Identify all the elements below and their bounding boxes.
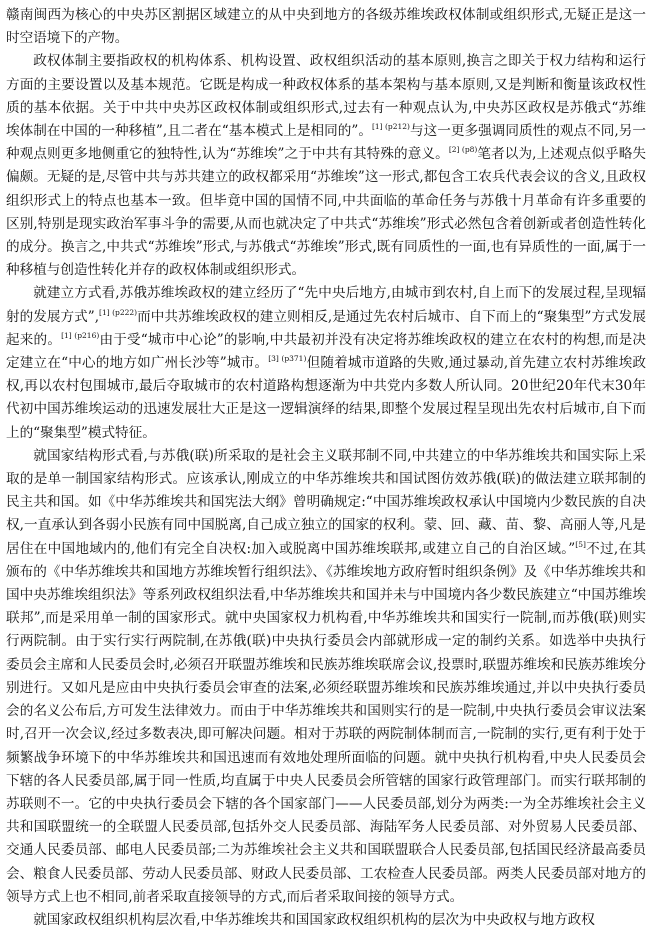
paragraph-text: 与这一更多强调同质性的观点不同,另一种观点则更多地侧重它的独特性,认为“苏维埃”之于中共有其特殊的意义。 [6, 123, 646, 163]
body-paragraph [6, 50, 646, 282]
paragraph-text: 政权体制主要指政权的机构体系、机构设置、政权组织活动的基本原则,换言之即关于权力结构和运行方面的主要设置以及基本规范。它既是构成一种政权体系的基本架构与基本原则,又是判断和衡量该政权性质的基本依据。关于中共中央苏区政权体制或组织形式,过去有一种观点认为,中央苏区政权是苏俄式“苏维埃体制在中国的一种移植”,且二者在“基本模式上是相同的”。 [6, 53, 646, 140]
paragraph-text: 就国家结构形式看,与苏俄(联)所采取的是社会主义联邦制不同,中共建立的中华苏维埃共和国实际上采取的是单一制国家结构形式。应该承认,刚成立的中华苏维埃共和国试图仿效苏俄(联)的做法建立联邦制的民主共和国。如《中华苏维埃共和国宪法大纲》曾明确规定:“中国苏维埃政权承认中国境内少数民族的自决权,一直承认到各弱小民族有同中国脱离,自己成立独立的国家的权利。蒙、回、藏、苗、黎、高丽人等,凡是居住在中国地域内的,他们有完全自决权:加入或脱离中国苏维埃联邦,或建立自己的自治区域。” [6, 447, 646, 557]
citation-reference: [1] (p216) [61, 330, 100, 340]
paragraph-text: 不过,在其颁布的《中华苏维埃共和国地方苏维埃暂行组织法》、《苏维埃地方政府暂时组织条例》及《中华苏维埃共和国中央苏维埃组织法》等系列政权组织法看,中华苏维埃共和国并未与中国境内各少数民族建立“中国苏维埃联邦”,而是采用单一制的国家形式。就中央国家权力机构看,中华苏维埃共和国实行一院制,而苏俄(联)则实行两院制。由于实行实行两院制,在苏俄(联)中央执行委员会内部就形成一定的制约关系。如选举中央执行委员会主席和人民委员会时,必须召开联盟苏维埃和民族苏维埃联席会议,投票时,联盟苏维埃和民族苏维埃分别进行。又如凡是应由中央执行委员会审查的法案,必须经联盟苏维埃和民族苏维埃通过,并以中央执行委员会的名义公布后,方可发生法律效力。而由于中华苏维埃共和国则实行的是一院制,中央执行委员会审议法案时,召开一次会议,经过多数表决,即可解决问题。相对于苏联的两院制体制而言,一院制的实行,更有利于处于频繁战争环境下的中华苏维埃共和国迅速而有效地处理所面临的问题。就中央执行机构看,中央人民委员会下辖的各人民委员部,属于同一性质,均直属于中央人民委员会所管辖的国家行政管理部门。而实行联邦制的苏联则不一。它的中央执行委员会下辖的各个国家部门——人民委员部,划分为两类:一为全苏维埃社会主义共和国联盟统一的全联盟人民委员部,包括外交人民委员部、海陆军务人民委员部、对外贸易人民委员部、交通人民委员部、邮电人民委员部;二为苏维埃社会主义共和国联盟联合人民委员部,包括国民经济最高委员会、粮食人民委员部、劳动人民委员部、财政人民委员部、工农检查人民委员部。两类人民委员部对地方的领导方式上也不相同,前者采取直接领导的方式,而后者采取间接的领导方式。 [6, 540, 646, 905]
body-paragraph [6, 4, 646, 50]
paragraph-text: 而中共苏维埃政权的建立则相反,是通过先农村后城市、自下而上的“聚集型”方式发展起来的。 [6, 308, 646, 348]
citation-reference: [1] (p212) [371, 122, 410, 132]
paragraph-text: 赣南闽西为核心的中央苏区割据区域建立的从中央到地方的各级苏维埃政权体制或组织形式,无疑正是这一时空语境下的产物。 [6, 7, 646, 47]
body-paragraph [6, 445, 646, 909]
paragraph-text: 就建立方式看,苏俄苏维埃政权的建立经历了“先中央后地方,由城市到农村,自上而下的发展过程,呈现辐射的发展方式”, [6, 285, 646, 325]
paragraph-text: 由于受“城市中心论”的影响,中共最初并没有决定将苏维埃政权的建立在农村的构想,而是决定建立在“中心的地方如广州长沙等”城市。 [6, 331, 647, 372]
paragraph-text: 但随着城市道路的失败,通过暴动,首先建立农村苏维埃政权,再以农村包围城市,最后夺取城市的农村道路构想逐渐为中共党内多数人所认同。20世纪20年代末30年代初中国苏维埃运动的迅速发展壮大正是这一逻辑演绎的结果,即整个发展过程呈现出先农村后城市,自下而上的“聚集型”模式特征。 [6, 355, 647, 441]
paragraph-text: 就国家政权组织机构层次看,中华苏维埃共和国国家政权组织机构的层次为中央政权与地方政权 [33, 911, 595, 928]
citation-reference: [2] (p8) [448, 145, 478, 155]
citation-reference: [3] (p371) [268, 354, 307, 364]
citation-reference: [1] (p222) [99, 307, 138, 317]
citation-reference: [5] [575, 539, 586, 549]
paragraph-text: 笔者以为,上述观点似乎略失偏颇。无疑的是,尽管中共与苏共建立的政权都采用“苏维埃”这一形式,都包含工农兵代表会议的含义,且政权组织形式上的特点也基本一致。但毕竟中国的国情不同,中共面临的革命任务与苏俄十月革命有许多重要的区别,特别是现实政治军事斗争的需要,从而也就决定了中共式“苏维埃”形式必然包含着创新或者创造性转化的成分。换言之,中共式“苏维埃”形式,与苏俄式“苏维埃”形式,既有同质性的一面,也有异质性的一面,属于一种移植与创造性转化并存的政权体制或组织形式。 [6, 146, 647, 279]
body-paragraph [6, 282, 646, 444]
body-paragraph [6, 909, 646, 932]
